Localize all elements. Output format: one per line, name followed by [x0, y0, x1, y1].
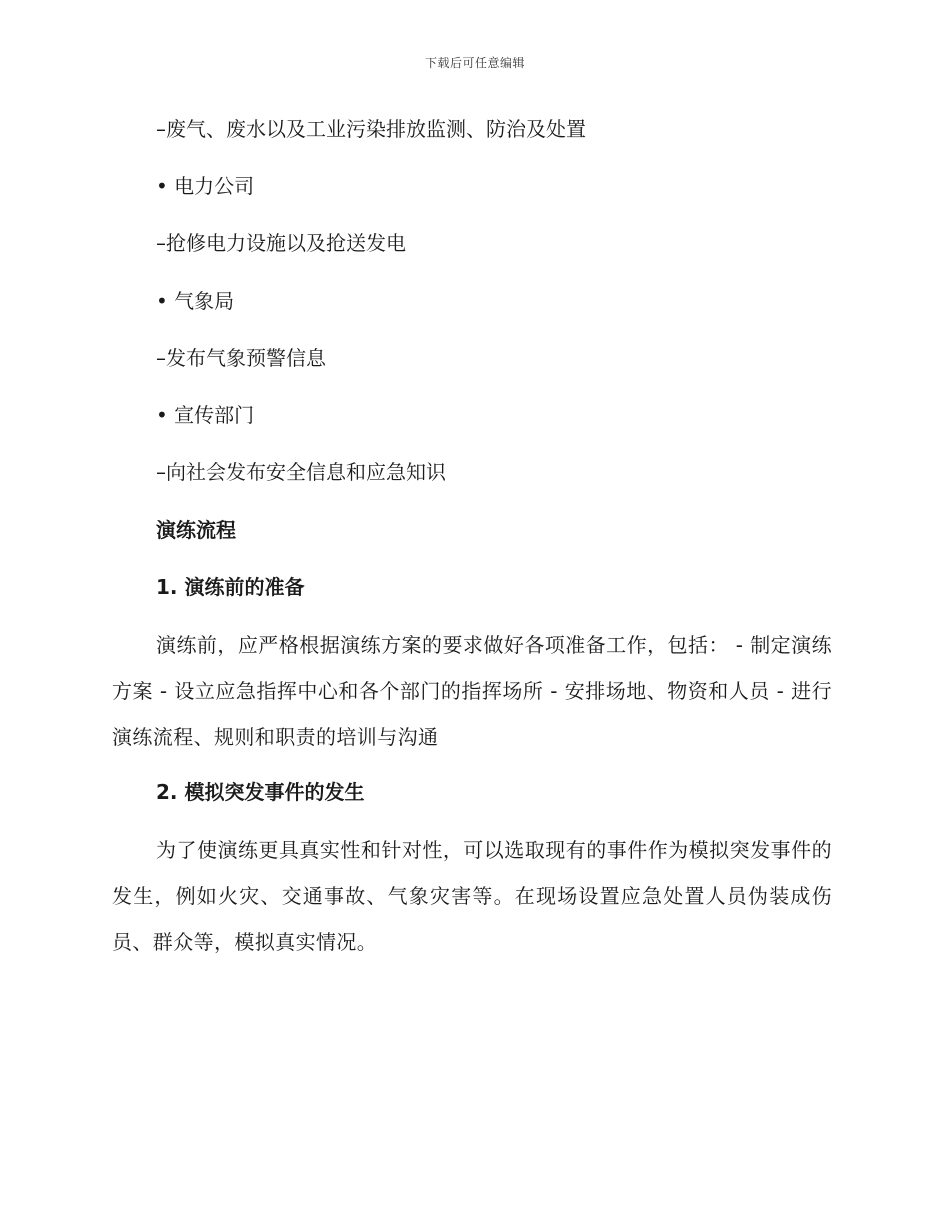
list-item: • 电力公司	[156, 174, 255, 198]
step2-body: 为了使演练更具真实性和针对性，可以选取现有的事件作为模拟突发事件的发生，例如火灾、交通事故、气象灾害等。在现场设置应急处置人员伪装成伤员、群众等，模拟真实情况。	[112, 838, 832, 954]
step1-body: 演练前，应严格根据演练方案的要求做好各项准备工作，包括： - 制定演练方案 - 设立应急指挥中心和各个部门的指挥场所 - 安排场地、物资和人员 - 进行演练流程、规则和职责的培训与沟通	[112, 633, 832, 749]
list-item: –发布气象预警信息	[156, 346, 326, 370]
list-item: –抢修电力设施以及抢送发电	[156, 231, 406, 255]
step1-title: 1. 演练前的准备	[156, 575, 305, 599]
list-item: –向社会发布安全信息和应急知识	[156, 460, 446, 484]
page-header: 下载后可任意编辑	[424, 56, 525, 70]
section-title: 演练流程	[156, 518, 236, 542]
step2-title: 2. 模拟突发事件的发生	[156, 780, 365, 804]
list-item: • 宣传部门	[156, 403, 255, 427]
list-item: • 气象局	[156, 289, 235, 313]
list-item: –废气、废水以及工业污染排放监测、防治及处置	[156, 117, 586, 141]
